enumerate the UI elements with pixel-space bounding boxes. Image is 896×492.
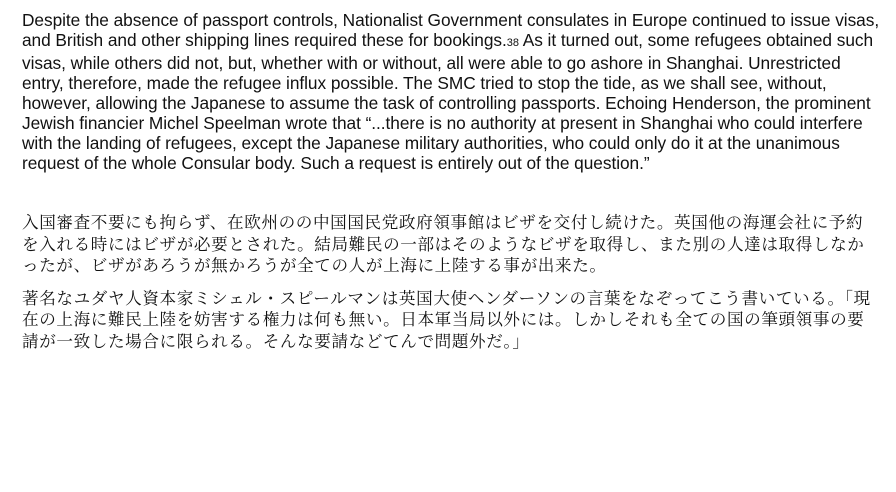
- japanese-paragraph-1: 入国審査不要にも拘らず、在欧州のの中国国民党政府領事館はビザを交付し続けた。英国他の海運会社に予約を入れる時にはビザが必要とされた。結局難民の一部はそのようなビザを取得し、また別の人達は取得しなかったが、ビザがあろうが無かろうが全ての人が上海に上陸する事が出来た。: [22, 213, 865, 275]
- english-paragraph: [22, 10, 880, 173]
- english-text-part2: As it turned out, some refugees obtained such visas, while others did not, but, whether with or without, all were able to go ashore in Shanghai. Unrestricted entry, therefore, made the refugee influx possible. The SMC tried to stop the tide, as we shall see, without, however, allowing the Japanese to assume the task of controlling passports. Echoing Henderson, the prominent Jewish financier Michel Speelman wrote that “...there is no authority at present in Shanghai who could interfere with the landing of refugees, except the Japanese military authorities, who could only do it at the unanimous request of the whole Consular body. Such a request is entirely out of the question.”: [22, 30, 874, 173]
- footnote-marker: 38: [506, 37, 519, 49]
- english-text-part1: Despite the absence of passport controls, Nationalist Government consulates in Europe continued to issue visas, and British and other shipping lines required these for bookings.: [22, 10, 880, 50]
- japanese-paragraph-2: 著名なユダヤ人資本家ミシェル・スピールマンは英国大使ヘンダーソンの言葉をなぞってこう書いている。「現在の上海に難民上陸を妨害する権力は何も無い。日本軍当局以外には。しかしそれも全ての国の筆頭領事の要請が一致した場合に限られる。そんな要請などてんで問題外だ。」: [22, 288, 871, 351]
- document-page: [22, 10, 880, 352]
